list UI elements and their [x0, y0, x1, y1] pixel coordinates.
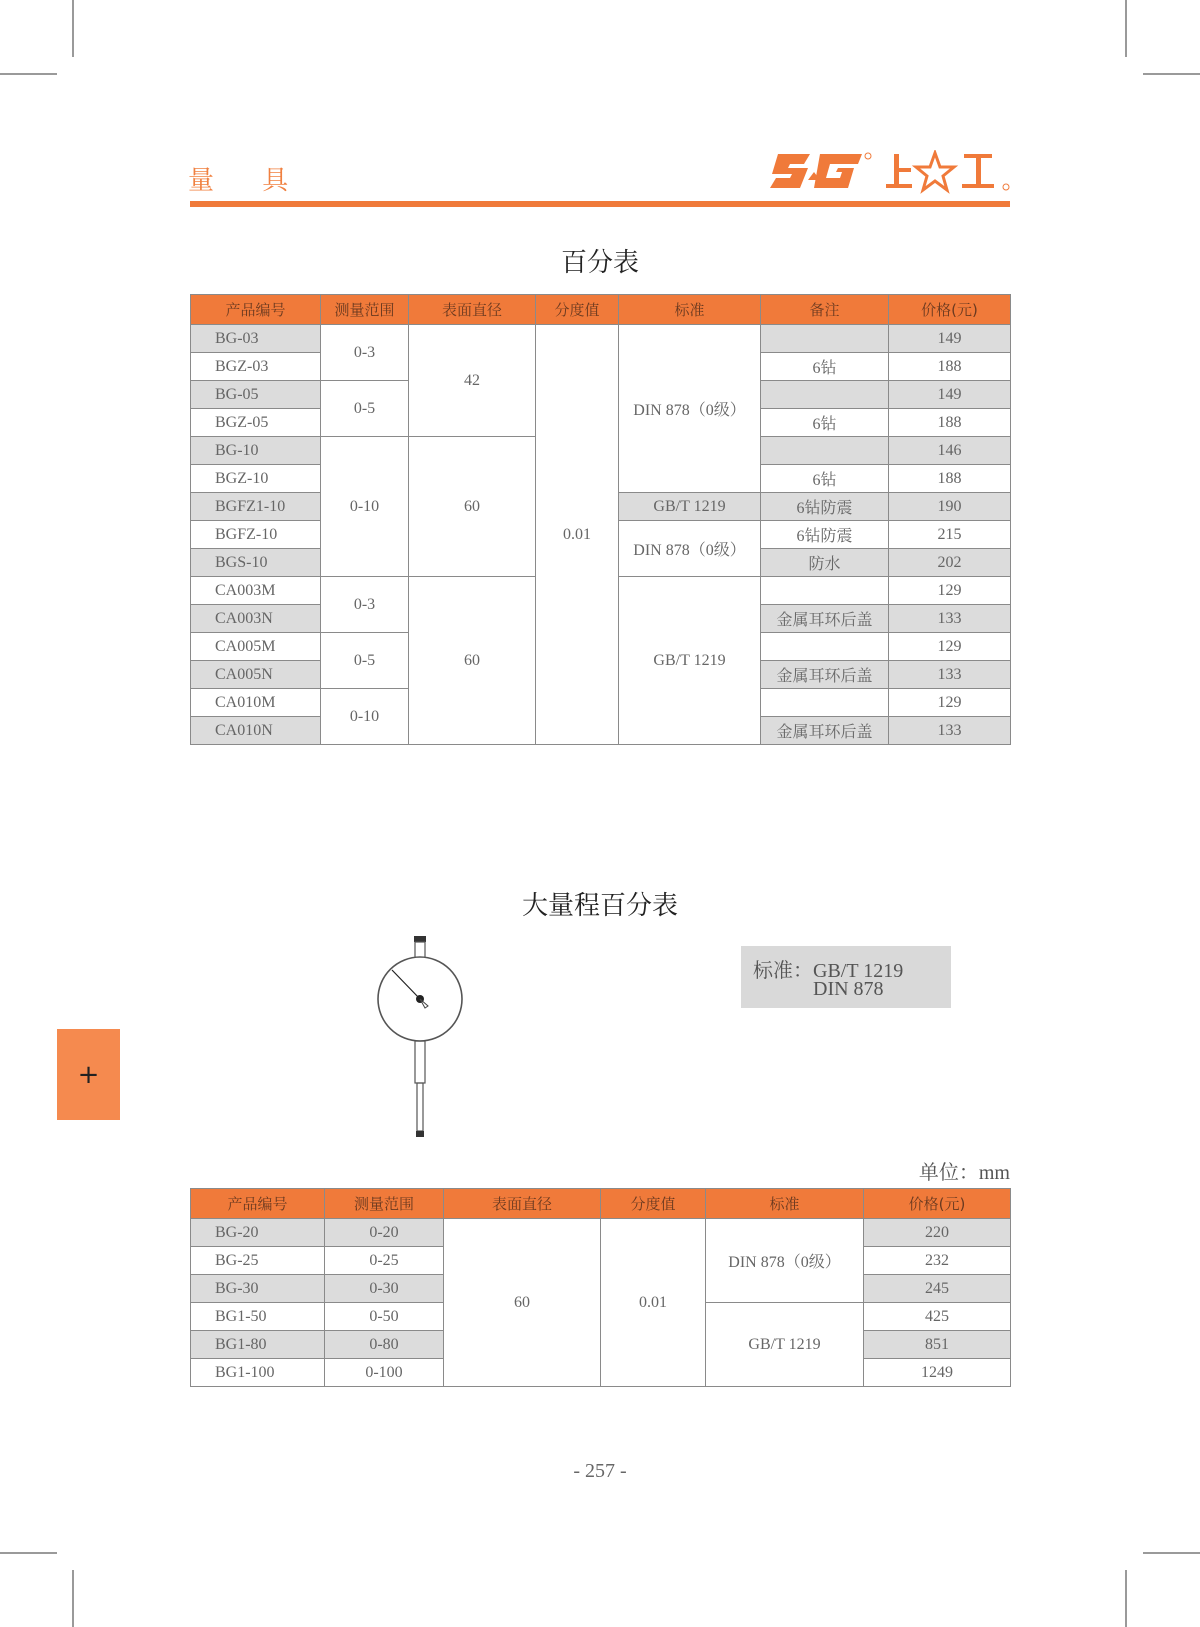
division-value: 0.01 [536, 325, 619, 745]
standard-label-2: DIN 878 [813, 978, 884, 1000]
large-range-dial-indicator-table [190, 1188, 1011, 1387]
division-value: 0.01 [601, 1219, 706, 1387]
measure-range: 0-50 [325, 1303, 444, 1331]
measure-range: 0-10 [321, 689, 409, 745]
standard: DIN 878（0级） [619, 521, 761, 577]
measure-range: 0-10 [321, 437, 409, 577]
column-header: 分度值 [601, 1189, 706, 1219]
note: 6钻 [761, 465, 889, 493]
dial-diameter: 60 [444, 1219, 601, 1387]
product-code: BG-30 [191, 1275, 325, 1303]
column-header: 产品编号 [191, 1189, 325, 1219]
product-code: CA005M [191, 633, 321, 661]
dial-indicator-illustration [370, 934, 470, 1144]
plus-icon: + [77, 1059, 100, 1090]
product-code: BG1-80 [191, 1331, 325, 1359]
dial-diameter: 42 [409, 325, 536, 437]
column-header: 标准 [619, 295, 761, 325]
table-row [191, 325, 1011, 353]
dial-diameter: 60 [409, 577, 536, 745]
note: 防水 [761, 549, 889, 577]
column-header: 价格(元) [864, 1189, 1011, 1219]
standard-info-box [741, 946, 951, 1008]
product-code: CA005N [191, 661, 321, 689]
crop-mark [1143, 73, 1200, 75]
price: 146 [889, 437, 1011, 465]
product-code: BGS-10 [191, 549, 321, 577]
note [761, 325, 889, 353]
product-code: BGFZ1-10 [191, 493, 321, 521]
crop-mark [1125, 0, 1127, 57]
product-code: BG-25 [191, 1247, 325, 1275]
crop-mark [0, 1552, 57, 1554]
product-code: BGZ-10 [191, 465, 321, 493]
dial-diameter: 60 [409, 437, 536, 577]
product-code: BG1-50 [191, 1303, 325, 1331]
brand-logo [770, 150, 1015, 194]
note: 6钻 [761, 409, 889, 437]
crop-mark [1125, 1570, 1127, 1627]
column-header: 备注 [761, 295, 889, 325]
note [761, 381, 889, 409]
product-code: CA010N [191, 717, 321, 745]
price: 1249 [864, 1359, 1011, 1387]
price: 133 [889, 605, 1011, 633]
product-code: BG-03 [191, 325, 321, 353]
price: 220 [864, 1219, 1011, 1247]
product-code: BGZ-03 [191, 353, 321, 381]
column-header: 产品编号 [191, 295, 321, 325]
crop-mark [72, 1570, 74, 1627]
table-header-row [191, 1189, 1011, 1219]
price: 202 [889, 549, 1011, 577]
dial-indicator-table [190, 294, 1011, 745]
price: 149 [889, 381, 1011, 409]
price: 245 [864, 1275, 1011, 1303]
note [761, 689, 889, 717]
price: 190 [889, 493, 1011, 521]
table2-title: 大量程百分表 [521, 891, 678, 921]
note [761, 577, 889, 605]
product-code: CA003M [191, 577, 321, 605]
unit-label: 单位：mm [918, 1162, 1010, 1184]
price: 188 [889, 353, 1011, 381]
product-code: BG1-100 [191, 1359, 325, 1387]
product-code: BGZ-05 [191, 409, 321, 437]
note: 金属耳环后盖 [761, 661, 889, 689]
column-header: 表面直径 [409, 295, 536, 325]
price: 188 [889, 409, 1011, 437]
table-row [191, 1219, 1011, 1247]
note: 6钻防震 [761, 521, 889, 549]
measure-range: 0-20 [325, 1219, 444, 1247]
crop-mark [72, 0, 74, 57]
standard: GB/T 1219 [619, 577, 761, 745]
column-header: 价格(元) [889, 295, 1011, 325]
page-number: - 257 - [573, 1460, 627, 1482]
column-header: 标准 [706, 1189, 864, 1219]
price: 133 [889, 717, 1011, 745]
measure-range: 0-80 [325, 1331, 444, 1359]
side-tab[interactable] [57, 1029, 120, 1120]
price: 851 [864, 1331, 1011, 1359]
price: 133 [889, 661, 1011, 689]
column-header: 分度值 [536, 295, 619, 325]
measure-range: 0-5 [321, 633, 409, 689]
note [761, 633, 889, 661]
standard: DIN 878（0级） [619, 325, 761, 493]
column-header: 测量范围 [325, 1189, 444, 1219]
measure-range: 0-3 [321, 577, 409, 633]
measure-range: 0-3 [321, 325, 409, 381]
price: 188 [889, 465, 1011, 493]
measure-range: 0-100 [325, 1359, 444, 1387]
price: 425 [864, 1303, 1011, 1331]
price: 129 [889, 633, 1011, 661]
standard-label: 标准：GB/T 1219 [753, 960, 904, 982]
note [761, 437, 889, 465]
price: 149 [889, 325, 1011, 353]
standard: GB/T 1219 [706, 1303, 864, 1387]
category-title: 量 具 [188, 166, 309, 196]
note: 金属耳环后盖 [761, 717, 889, 745]
price: 129 [889, 577, 1011, 605]
table-header-row [191, 295, 1011, 325]
product-code: BGFZ-10 [191, 521, 321, 549]
column-header: 表面直径 [444, 1189, 601, 1219]
header-rule [190, 201, 1010, 207]
product-code: BG-10 [191, 437, 321, 465]
note: 金属耳环后盖 [761, 605, 889, 633]
product-code: CA010M [191, 689, 321, 717]
table1-title: 百分表 [560, 248, 639, 278]
note: 6钻防震 [761, 493, 889, 521]
standard: DIN 878（0级） [706, 1219, 864, 1303]
product-code: CA003N [191, 605, 321, 633]
price: 232 [864, 1247, 1011, 1275]
measure-range: 0-5 [321, 381, 409, 437]
measure-range: 0-25 [325, 1247, 444, 1275]
price: 215 [889, 521, 1011, 549]
measure-range: 0-30 [325, 1275, 444, 1303]
product-code: BG-20 [191, 1219, 325, 1247]
column-header: 测量范围 [321, 295, 409, 325]
product-code: BG-05 [191, 381, 321, 409]
note: 6钻 [761, 353, 889, 381]
crop-mark [1143, 1552, 1200, 1554]
crop-mark [0, 73, 57, 75]
price: 129 [889, 689, 1011, 717]
standard: GB/T 1219 [619, 493, 761, 521]
